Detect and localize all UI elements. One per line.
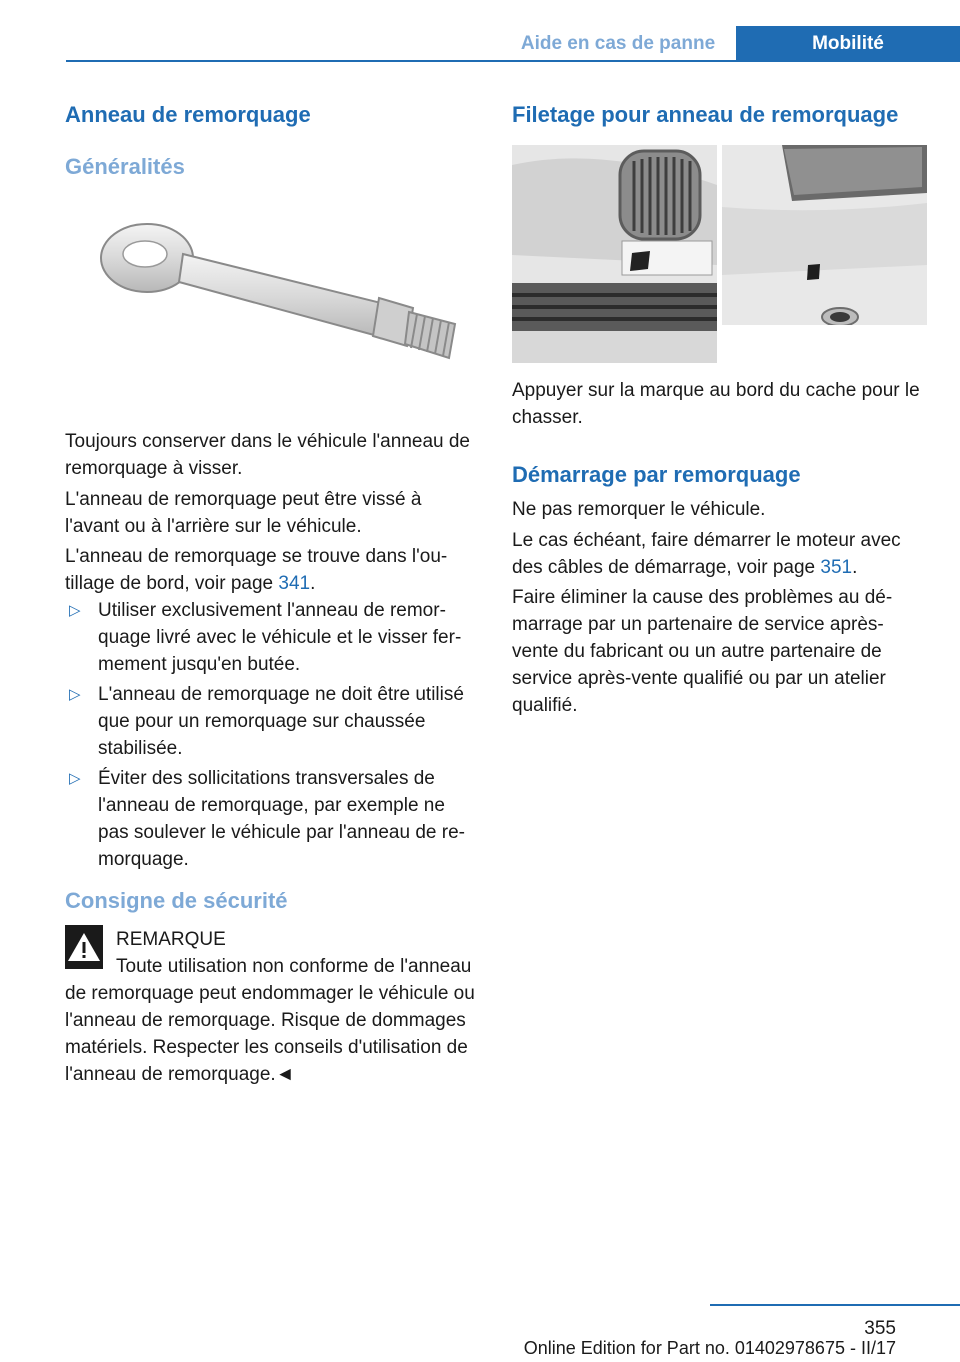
list-item-text: Éviter des sollicitations transversales de l'anneau de remorquage, par exemple ne pas soulever le véhicule par l'anneau de remorquage. xyxy=(98,768,465,870)
warning-label: REMARQUE xyxy=(116,929,226,950)
location-text: L'anneau de remorquage se trouve dans l'outillage de bord, voir page xyxy=(65,546,448,594)
triangle-bullet-icon: ▷ xyxy=(69,686,81,703)
paragraph-jump-start xyxy=(512,527,927,581)
page-number: 355 xyxy=(864,1318,896,1339)
warning-text: Toute utilisation non conforme de l'anneau de remorquage peut endommager le véhicule ou l'anneau de remorquage. Risque de dommages matériels. Respecter les conseils d'utilisation de l'anneau de remorquage.◄ xyxy=(65,956,475,1085)
paragraph-front-or-rear: L'anneau de remorquage peut être vissé à l'avant ou à l'arrière sur le véhicule. xyxy=(65,489,422,537)
footer-rule xyxy=(710,1304,960,1306)
list-item-text: Utiliser exclusivement l'anneau de remorquage livré avec le véhicule et le visser fermement jusqu'en butée. xyxy=(98,600,462,675)
section-title-thread: Filetage pour anneau de remorquage xyxy=(512,102,899,127)
rear-bumper-photo xyxy=(722,145,927,325)
list-item-text: L'anneau de remorquage ne doit être utilisé que pour un remorquage sur chaussée stabilisée. xyxy=(98,684,464,759)
paragraph-press-mark: Appuyer sur la marque au bord du cache pour le chasser. xyxy=(512,380,920,428)
page-link-351[interactable]: 351 xyxy=(820,557,853,578)
edition-line: Online Edition for Part no. 01402978675 - II/17 xyxy=(523,1338,896,1358)
jump-start-text: Le cas échéant, faire démarrer le moteur avec des câbles de démarrage, voir page xyxy=(512,530,901,578)
paragraph-service-partner: Faire éliminer la cause des problèmes au démarrage par un partenaire de service après-vente du fabricant ou un autre partenaire de service après-vente qualifié ou par un atelier qualifié. xyxy=(512,587,893,716)
paragraph-location xyxy=(65,543,480,597)
triangle-bullet-icon: ▷ xyxy=(69,770,81,787)
page-link-341[interactable]: 341 xyxy=(278,573,311,594)
list-item xyxy=(65,681,480,762)
list-item xyxy=(65,597,480,678)
header-section-label: Aide en cas de panne xyxy=(520,33,716,54)
triangle-bullet-icon: ▷ xyxy=(69,602,81,619)
location-text-end: . xyxy=(310,573,316,594)
front-bumper-photo xyxy=(512,145,717,363)
section-title-towing-eye: Anneau de remorquage xyxy=(65,102,311,127)
towing-eye-illustration xyxy=(95,212,470,382)
subsection-title-safety: Consigne de sécurité xyxy=(65,888,288,913)
section-title-tow-start: Démarrage par remorquage xyxy=(512,462,801,487)
list-item xyxy=(65,765,480,873)
jump-start-text-end: . xyxy=(852,557,858,578)
paragraph-do-not-tow: Ne pas remorquer le véhicule. xyxy=(512,499,766,520)
header-chapter-tab: Mobilité xyxy=(736,26,960,62)
paragraph-keep-in-vehicle: Toujours conserver dans le véhicule l'anneau de remorquage à visser. xyxy=(65,431,470,479)
subsection-title-general: Généralités xyxy=(65,154,185,179)
header-rule xyxy=(66,60,960,62)
